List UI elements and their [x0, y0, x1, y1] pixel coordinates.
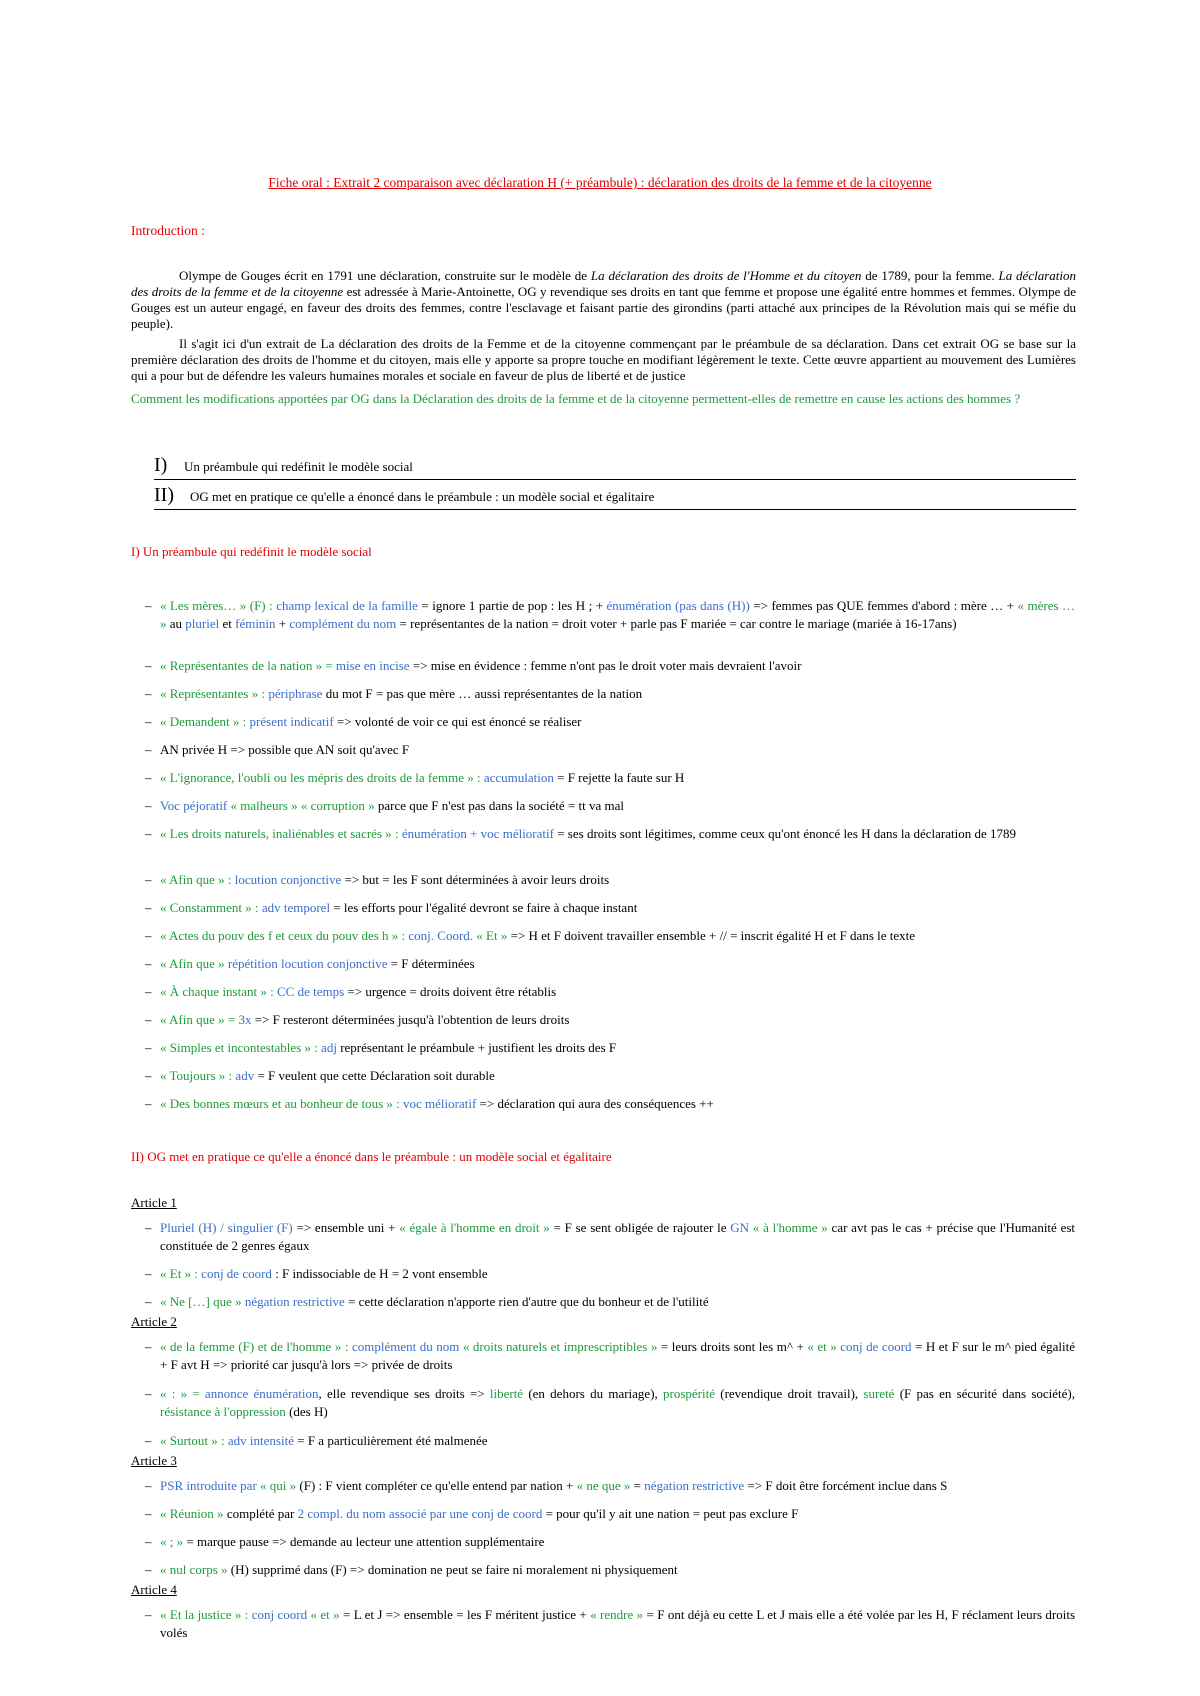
plan-number: II) — [154, 484, 174, 506]
introduction-heading: Introduction : — [131, 223, 205, 238]
article-4-heading: Article 4 — [131, 1582, 177, 1597]
list-item: – « Afin que » = 3x => F resteront déterminées jusqu'à l'obtention de leurs droits — [145, 1012, 570, 1027]
list-item: – Pluriel (H) / singulier (F) => ensemble uni + « égale à l'homme en droit » = F se sent obligée de rajouter le GN « à l'homme » car avt pas le cas + précise que l'Humanité est constituée de 2 genres égaux — [145, 1220, 1076, 1253]
problematique: Comment les modifications apportées par OG dans la Déclaration des droits de la femme et de la citoyenne permettent-elles de remettre en cause les actions des hommes ? — [131, 391, 1021, 406]
list-item: – « nul corps » (H) supprimé dans (F) => domination ne peut se faire ni moralement ni physiquement — [145, 1562, 678, 1577]
list-item: – « Afin que » répétition locution conjonctive = F déterminées — [145, 956, 475, 971]
list-item: – « L'ignorance, l'oubli ou les mépris des droits de la femme » : accumulation = F rejette la faute sur H — [145, 770, 685, 785]
list-item: – « Surtout » : adv intensité = F a particulièrement été malmenée — [145, 1433, 488, 1448]
intro-paragraph-1: Olympe de Gouges écrit en 1791 une déclaration, construite sur le modèle de La déclaration des droits de l'Homme et du citoyen de 1789, pour la femme. La déclaration des droits de la femme et de la citoyenne est adressée à Marie-Antoinette, OG y revendique ses droits en tant que femme et propose une égalité entre hommes et femmes. Olympe de Gouges est un auteur engagé, en faveur des droits des femmes, contre l'esclavage et faisant partie des girondins (parti attaché aux principes de la Révolution mais qui se méfie du peuple). — [131, 268, 1076, 331]
plan-label: OG met en pratique ce qu'elle a énoncé dans le préambule : un modèle social et égalitaire — [190, 489, 655, 504]
section-1-heading: I) Un préambule qui redéfinit le modèle social — [131, 544, 372, 559]
list-item: – « Toujours » : adv = F veulent que cette Déclaration soit durable — [145, 1068, 495, 1083]
list-item: – « Actes du pouv des f et ceux du pouv des h » : conj. Coord. « Et » => H et F doivent travailler ensemble + // = inscrit égalité H et F dans le texte — [145, 928, 916, 943]
list-item: – « Représentantes de la nation » = mise en incise => mise en évidence : femme n'ont pas le droit voter mais devraient l'avoir — [145, 658, 802, 673]
article-2-heading: Article 2 — [131, 1314, 177, 1329]
plan-item-1 — [154, 451, 1076, 480]
list-item: – « Des bonnes mœurs et au bonheur de tous » : voc mélioratif => déclaration qui aura des conséquences ++ — [145, 1096, 714, 1111]
list-item: – PSR introduite par « qui » (F) : F vient compléter ce qu'elle entend par nation + « ne que » = négation restrictive => F doit être forcément inclue dans S — [145, 1478, 948, 1493]
list-item: – « Réunion » complété par 2 compl. du nom associé par une conj de coord = pour qu'il y ait une nation = peut pas exclure F — [145, 1506, 799, 1521]
article-1-heading: Article 1 — [131, 1195, 177, 1210]
plan-label: Un préambule qui redéfinit le modèle social — [184, 459, 413, 474]
plan-number: I) — [154, 454, 168, 476]
list-item: – « Les droits naturels, inaliénables et sacrés » : énumération + voc mélioratif = ses droits sont légitimes, comme ceux qu'ont énoncé les H dans la déclaration de 1789 — [145, 826, 1017, 841]
list-item: – « Demandent » : présent indicatif => volonté de voir ce qui est énoncé se réaliser — [145, 714, 582, 729]
plan-item-2 — [154, 481, 1076, 510]
list-item: – « Ne […] que » négation restrictive = cette déclaration n'apporte rien d'autre que du bonheur et de l'utilité — [145, 1294, 709, 1309]
list-item: – « À chaque instant » : CC de temps => urgence = droits doivent être rétablis — [145, 984, 557, 999]
list-item: – « Représentantes » : périphrase du mot F = pas que mère … aussi représentantes de la nation — [145, 686, 643, 701]
list-item: – « Simples et incontestables » : adj représentant le préambule + justifient les droits des F — [145, 1040, 617, 1055]
list-item: – « Et » : conj de coord : F indissociable de H = 2 vont ensemble — [145, 1266, 488, 1281]
page-title: Fiche oral : Extrait 2 comparaison avec déclaration H (+ préambule) : déclaration des droits de la femme et de la citoyenne — [268, 175, 932, 190]
article-3-heading: Article 3 — [131, 1453, 177, 1468]
list-item: – « ; » = marque pause => demande au lecteur une attention supplémentaire — [145, 1534, 545, 1549]
intro-paragraph-2: Il s'agit ici d'un extrait de La déclaration des droits de la Femme et de la citoyenne commençant par le préambule de sa déclaration. Dans cet extrait OG se base sur la première déclaration des droits de l'homme et du citoyen, mais elle y apporte sa propre touche en modifiant légèrement le texte. Cette œuvre appartient au mouvement des Lumières qui a pour but de défendre les valeurs humaines morales et sociale en faveur de plus de liberté et de justice — [131, 336, 1076, 383]
list-item: – « Les mères… » (F) : champ lexical de la famille = ignore 1 partie de pop : les H ; + énumération (pas dans (H)) => femmes pas QUE femmes d'abord : mère … + « mères … » au pluriel et féminin + complément du nom = représentantes de la nation = droit voter + parle pas F mariée = car contre le mariage (mariée à 16-17ans) — [145, 598, 1076, 631]
list-item: – AN privée H => possible que AN soit qu'avec F — [145, 742, 410, 757]
list-item: – « Constamment » : adv temporel = les efforts pour l'égalité devront se faire à chaque instant — [145, 900, 638, 915]
list-item: – « de la femme (F) et de l'homme » : complément du nom « droits naturels et imprescriptibles » = leurs droits sont les m^ + « et » conj de coord = H et F sur le m^ pied égalité + F avt H => priorité car jusqu'à lors => privée de droits — [145, 1339, 1075, 1372]
list-item: – « Et la justice » : conj coord « et » = L et J => ensemble = les F méritent justice + « rendre » = F ont déjà eu cette L et J mais elle a été volée par les H, F réclament leurs droits volés — [145, 1607, 1076, 1640]
list-item: – « : » = annonce énumération, elle revendique ses droits => liberté (en dehors du mariage), prospérité (revendique droit travail), sureté (F pas en sécurité dans société), résistance à l'oppression (des H) — [145, 1386, 1075, 1419]
list-item: – Voc péjoratif « malheurs » « corruption » parce que F n'est pas dans la société = tt va mal — [145, 798, 624, 813]
list-item: – « Afin que » : locution conjonctive => but = les F sont déterminées à avoir leurs droits — [145, 872, 610, 887]
section-2-heading: II) OG met en pratique ce qu'elle a énoncé dans le préambule : un modèle social et égalitaire — [131, 1149, 612, 1164]
